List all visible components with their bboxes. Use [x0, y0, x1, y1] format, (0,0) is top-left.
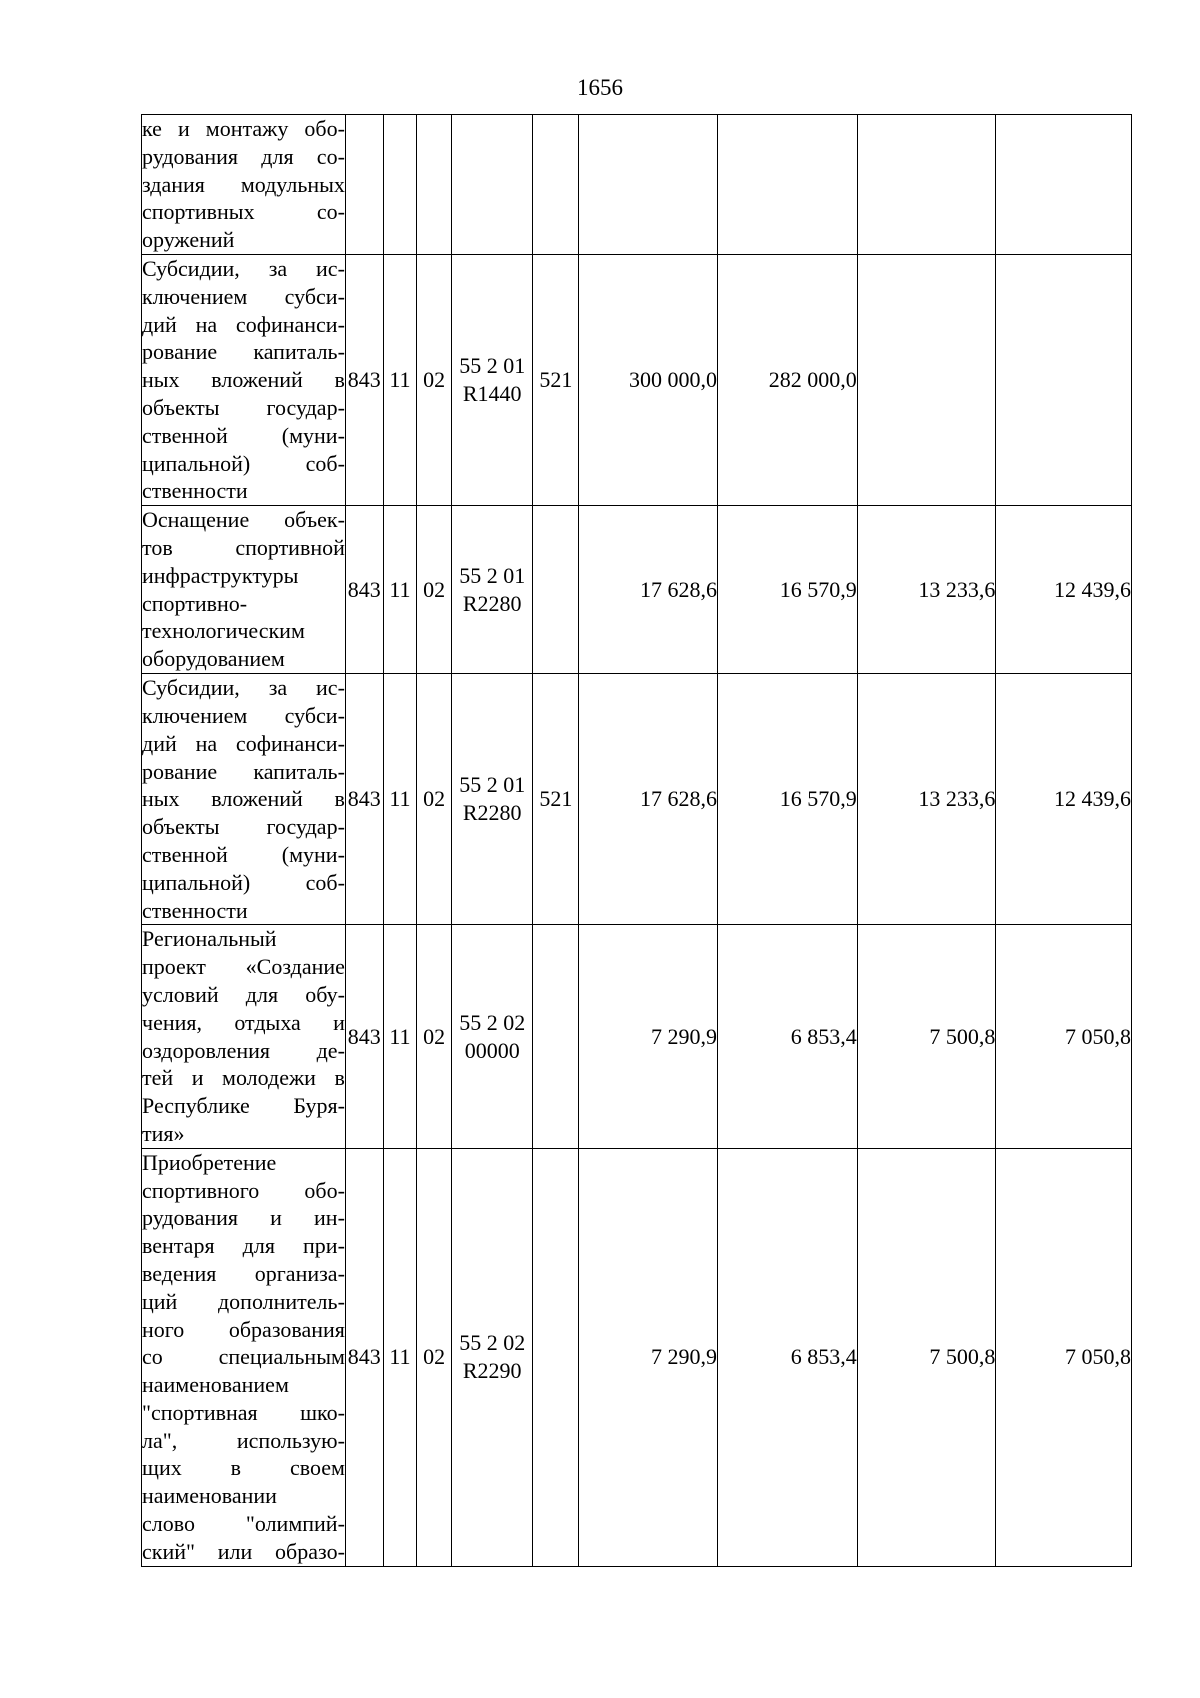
table-row [142, 115, 1132, 255]
amount-cell: 7 290,9 [579, 925, 718, 1148]
item-name-line: дий на софинанси- [142, 311, 345, 337]
amount-cell: 7 500,8 [857, 925, 996, 1148]
subsection-cell: 02 [417, 674, 452, 925]
table-row [142, 925, 1132, 1148]
expense-type-cell [533, 506, 579, 674]
item-name-line: наименовании [142, 1483, 277, 1509]
item-name-line: оздоровления де- [142, 1037, 345, 1063]
amount-cell: 7 050,8 [996, 1148, 1132, 1566]
item-name-line: рудования и ин- [142, 1205, 345, 1231]
subsection-cell [417, 115, 452, 255]
item-name-line: технологическим [142, 618, 305, 644]
target-article-part: 00000 [464, 1037, 520, 1063]
amount-cell [857, 255, 996, 506]
amount-cell: 12 439,6 [996, 674, 1132, 925]
expense-type-cell [533, 925, 579, 1148]
amount-cell: 13 233,6 [857, 506, 996, 674]
grbs-cell: 843 [345, 255, 383, 506]
expense-type-cell [533, 115, 579, 255]
amount-cell: 13 233,6 [857, 674, 996, 925]
target-article-part: R2290 [462, 1358, 522, 1384]
item-name-line: ведения организа- [142, 1260, 345, 1286]
item-name-line: ципальной) соб- [142, 869, 345, 895]
item-name-line: тия» [142, 1120, 185, 1146]
item-name-line: спортивного обо- [142, 1177, 345, 1203]
item-name-cell [142, 674, 346, 925]
item-name-line: ципальной) соб- [142, 450, 345, 476]
item-name-line: ных вложений в [142, 786, 345, 812]
amount-cell [718, 115, 858, 255]
target-article-cell [451, 255, 533, 506]
amount-cell [996, 115, 1132, 255]
target-article-part: 55 2 01 [459, 353, 526, 379]
item-name-line: ственности [142, 897, 248, 923]
target-article-part: R2280 [462, 800, 522, 826]
item-name-line: ключением субси- [142, 283, 345, 309]
section-cell: 11 [383, 674, 417, 925]
target-article-part: 55 2 02 [459, 1009, 526, 1035]
item-name-line: инфраструктуры [142, 562, 299, 588]
item-name-line: оборудованием [142, 646, 285, 672]
page-number: 1656 [577, 75, 623, 100]
grbs-cell: 843 [345, 674, 383, 925]
target-article-cell [451, 115, 533, 255]
item-name-line: ций дополнитель- [142, 1288, 345, 1314]
target-article-cell [451, 1148, 533, 1566]
section-cell [383, 115, 417, 255]
item-name-line: условий для обу- [142, 981, 345, 1007]
amount-cell: 6 853,4 [718, 925, 858, 1148]
target-article-part: 55 2 01 [459, 772, 526, 798]
item-name-line: ключением субси- [142, 702, 345, 728]
item-name-line: слово "олимпий- [142, 1511, 345, 1537]
item-name-line: ного образования [142, 1316, 345, 1342]
subsection-cell: 02 [417, 1148, 452, 1566]
item-name-line: ных вложений в [142, 367, 345, 393]
target-article-cell [451, 925, 533, 1148]
subsection-cell: 02 [417, 506, 452, 674]
amount-cell: 16 570,9 [718, 674, 858, 925]
expense-type-cell [533, 1148, 579, 1566]
item-name-line: Субсидии, за ис- [142, 256, 345, 281]
amount-cell: 7 050,8 [996, 925, 1132, 1148]
item-name-line: спортивно- [142, 590, 248, 616]
item-name-line: тов спортивной [142, 535, 345, 561]
target-article-part: R2280 [462, 590, 522, 616]
item-name-line: Приобретение [142, 1149, 277, 1175]
target-article-cell [451, 674, 533, 925]
item-name-line: объекты государ- [142, 394, 345, 420]
item-name-line: рование капиталь- [142, 339, 345, 365]
subsection-cell: 02 [417, 255, 452, 506]
amount-cell: 300 000,0 [579, 255, 718, 506]
item-name-line: "спортивная шко- [142, 1399, 345, 1425]
item-name-line: тей и молодежи в [142, 1065, 345, 1091]
amount-cell: 12 439,6 [996, 506, 1132, 674]
item-name-line: ский" или образо- [142, 1538, 345, 1564]
section-cell: 11 [383, 506, 417, 674]
grbs-cell: 843 [345, 925, 383, 1148]
target-article-part: R1440 [462, 381, 522, 407]
subsection-cell: 02 [417, 925, 452, 1148]
item-name-line: ла", использую- [142, 1427, 345, 1453]
item-name-line: ственной (муни- [142, 422, 345, 448]
item-name-line: здания модульных [142, 171, 345, 197]
item-name-line: Оснащение объек- [142, 507, 345, 533]
item-name-line: ке и монтажу обо- [142, 116, 345, 141]
item-name-cell [142, 925, 346, 1148]
section-cell: 11 [383, 255, 417, 506]
amount-cell [857, 115, 996, 255]
expense-type-cell: 521 [533, 255, 579, 506]
amount-cell: 282 000,0 [718, 255, 858, 506]
table-row [142, 674, 1132, 925]
table-row [142, 506, 1132, 674]
item-name-cell [142, 255, 346, 506]
item-name-line: Республике Буря- [142, 1093, 345, 1119]
target-article-part: 55 2 01 [459, 562, 526, 588]
amount-cell: 7 500,8 [857, 1148, 996, 1566]
item-name-line: ственной (муни- [142, 841, 345, 867]
item-name-line: рование капиталь- [142, 758, 345, 784]
item-name-line: Региональный [142, 926, 277, 952]
grbs-cell: 843 [345, 1148, 383, 1566]
item-name-line: вентаря для при- [142, 1233, 345, 1259]
item-name-cell [142, 506, 346, 674]
amount-cell: 17 628,6 [579, 674, 718, 925]
section-cell: 11 [383, 1148, 417, 1566]
item-name-line: чения, отдыха и [142, 1009, 345, 1035]
grbs-cell: 843 [345, 506, 383, 674]
table-row [142, 1148, 1132, 1566]
item-name-cell [142, 115, 346, 255]
amount-cell: 7 290,9 [579, 1148, 718, 1566]
item-name-cell [142, 1148, 346, 1566]
item-name-line: щих в своем [142, 1455, 345, 1481]
table-row [142, 255, 1132, 506]
item-name-line: наименованием [142, 1372, 289, 1398]
item-name-line: объекты государ- [142, 814, 345, 840]
grbs-cell [345, 115, 383, 255]
item-name-line: дий на софинанси- [142, 730, 345, 756]
item-name-line: оружений [142, 227, 235, 253]
item-name-line: со специальным [142, 1344, 345, 1370]
budget-table [141, 114, 1132, 1567]
item-name-line: Субсидии, за ис- [142, 675, 345, 701]
item-name-line: ственности [142, 478, 248, 504]
amount-cell: 6 853,4 [718, 1148, 858, 1566]
amount-cell: 16 570,9 [718, 506, 858, 674]
amount-cell: 17 628,6 [579, 506, 718, 674]
amount-cell [579, 115, 718, 255]
item-name-line: спортивных со- [142, 199, 345, 225]
expense-type-cell: 521 [533, 674, 579, 925]
item-name-line: рудования для со- [142, 143, 345, 169]
item-name-line: проект «Создание [142, 954, 345, 980]
target-article-part: 55 2 02 [459, 1330, 526, 1356]
target-article-cell [451, 506, 533, 674]
section-cell: 11 [383, 925, 417, 1148]
amount-cell [996, 255, 1132, 506]
